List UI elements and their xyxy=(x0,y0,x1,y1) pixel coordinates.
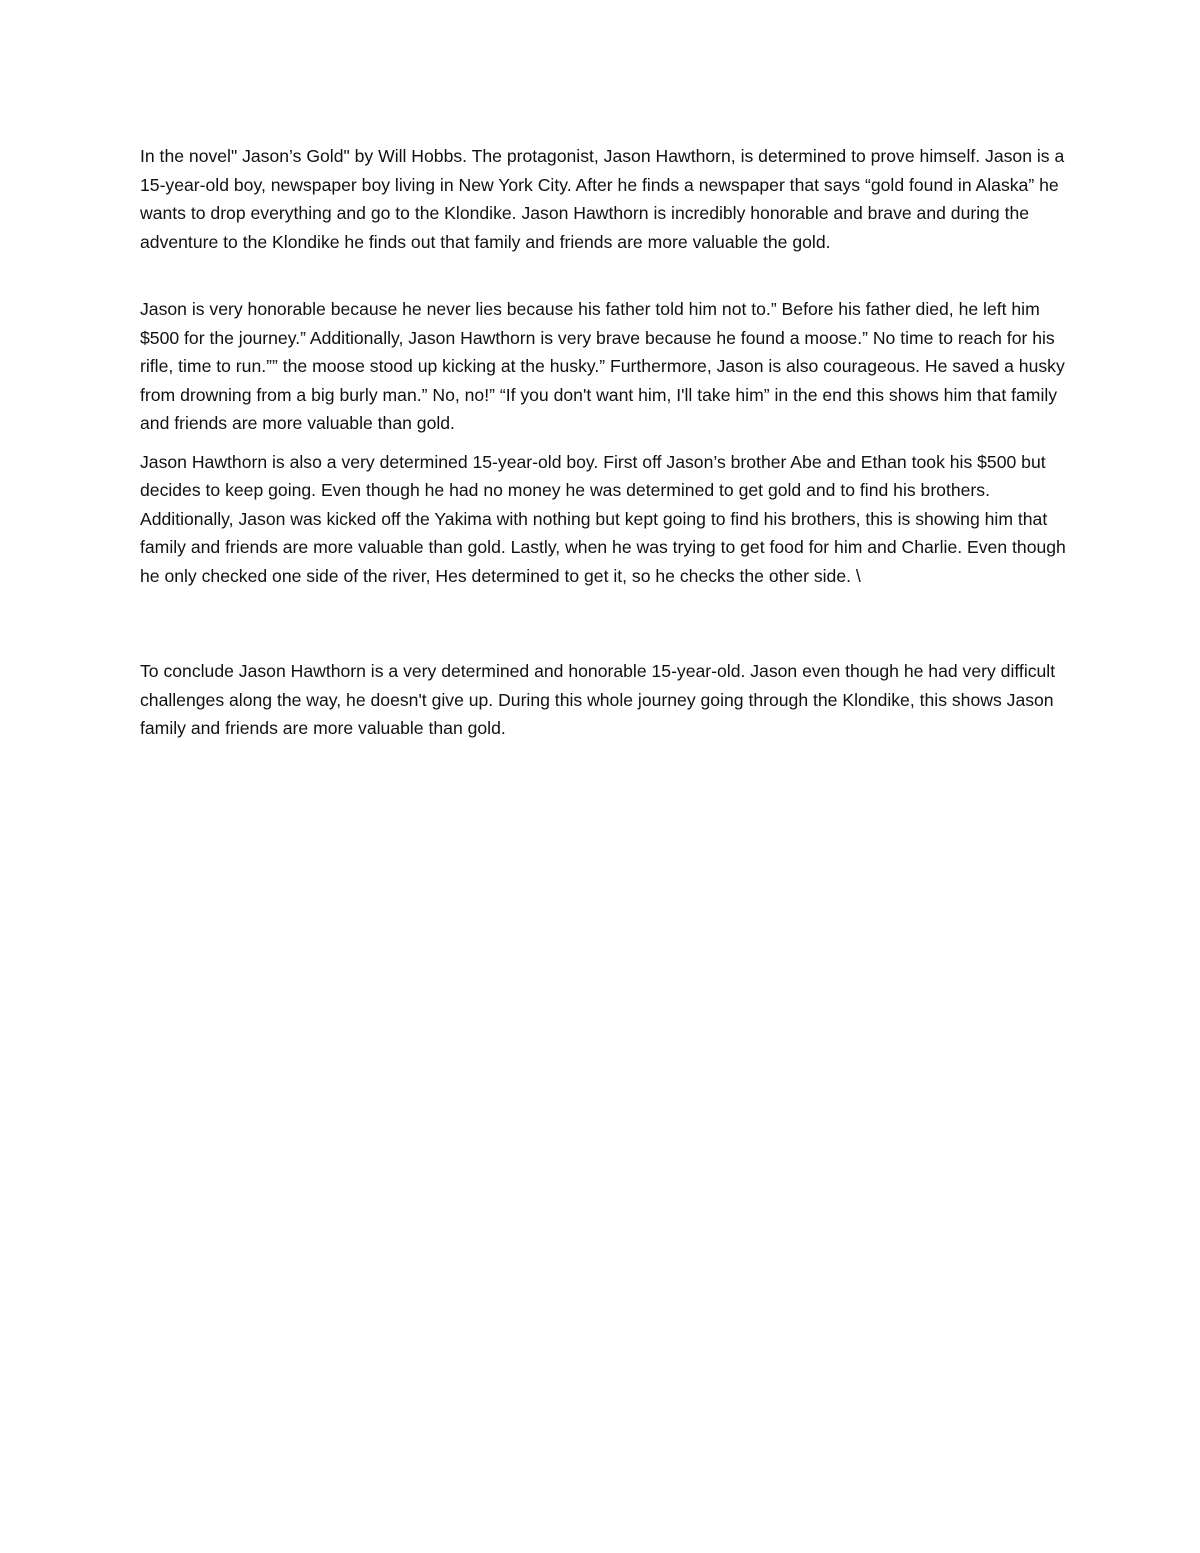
document-body xyxy=(140,142,1070,743)
paragraph-spacer xyxy=(140,256,1070,295)
paragraph-conclusion: To conclude Jason Hawthorn is a very determined and honorable 15-year-old. Jason even though he had very difficult challenges along the way, he doesn't give up. During this whole journey going through the Klondike, this shows Jason family and friends are more valuable than gold. xyxy=(140,661,1056,738)
paragraph-spacer xyxy=(140,590,1070,657)
paragraph-introduction: In the novel" Jason’s Gold" by Will Hobbs. The protagonist, Jason Hawthorn, is determined to prove himself. Jason is a 15-year-old boy, newspaper boy living in New York City. After he finds a newspaper that says “gold found in Alaska” he wants to drop everything and go to the Klondike. Jason Hawthorn is incredibly honorable and brave and during the adventure to the Klondike he finds out that family and friends are more valuable the gold. xyxy=(140,146,1065,252)
paragraph-determined: Jason Hawthorn is also a very determined 15-year-old boy. First off Jason’s brother Abe and Ethan took his $500 but decides to keep going. Even though he had no money he was determined to get gold and to find his brothers. Additionally, Jason was kicked off the Yakima with nothing but kept going to find his brothers, this is showing him that family and friends are more valuable than gold. Lastly, when he was trying to get food for him and Charlie. Even though he only checked one side of the river, Hes determined to get it, so he checks the other side. \ xyxy=(140,451,1066,586)
paragraph-spacer xyxy=(140,438,1070,448)
paragraph-honorable-brave: Jason is very honorable because he never lies because his father told him not to.” Before his father died, he left him $500 for the journey.” Additionally, Jason Hawthorn is very brave because he found a moose.” No time to reach for his rifle, time to run.”” the moose stood up kicking at the husky.” Furthermore, Jason is also courageous. He saved a husky from drowning from a big burly man.” No, no!” “If you don't want him, I'll take him” in the end this shows him that family and friends are more valuable than gold. xyxy=(140,299,1065,433)
